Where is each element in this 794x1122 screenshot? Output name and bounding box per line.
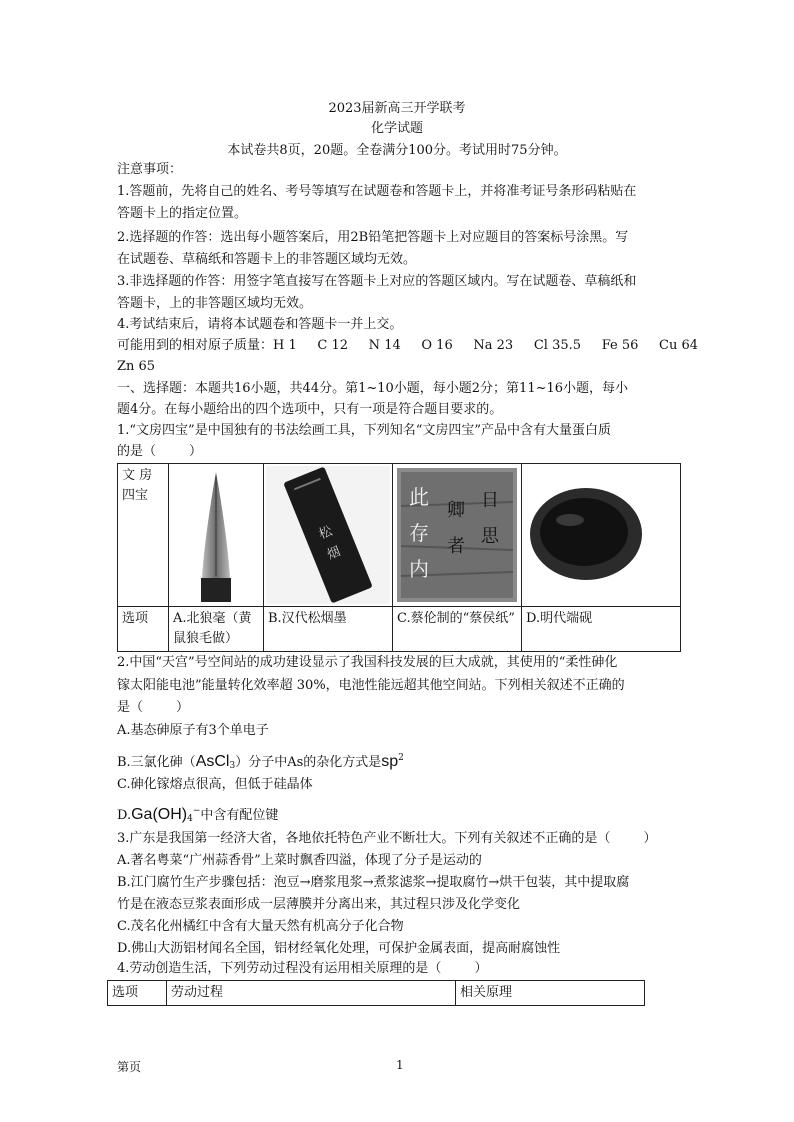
q4-header-process: 劳动过程: [167, 981, 456, 1006]
note-3: 3.非选择题的作答：用签字笔直接写在答题卡上对应的答题区域内。写在试题卷、草稿纸和: [117, 274, 637, 289]
paper-image: [395, 466, 519, 604]
question-2-cont-2: 是（ ）: [117, 700, 190, 715]
q4-table: [107, 980, 645, 1006]
question-1: 1.“文房四宝”是中国独有的书法绘画工具，下列知名“文房四宝”产品中含有大量蛋白质: [117, 423, 611, 438]
section-1-intro-cont: 题4分。在每小题给出的四个选项中，只有一项是符合题目要求的。: [117, 402, 503, 417]
q3-option-b: B.江门腐竹生产步骤包括：泡豆→磨浆甩浆→煮浆滤浆→提取腐竹→烘干包装，其中提取腐: [117, 875, 630, 890]
q1-table: [117, 463, 681, 652]
svg-text:日: 日: [481, 490, 499, 511]
q1-option-c: C.蔡伦制的“蔡侯纸”: [393, 607, 522, 652]
question-4: 4.劳动创造生活，下列劳动过程没有运用相关原理的是（ ）: [117, 961, 488, 976]
atomic-masses: 可能用到的相对原子质量：H 1 C 12 N 14 O 16 Na 23 Cl 35.5 Fe 56 Cu 64: [117, 338, 699, 353]
inkstone-image-cell: [522, 464, 681, 607]
svg-text:者: 者: [447, 536, 465, 557]
q1-option-a: A.北狼毫（黄鼠狼毛做）: [169, 607, 264, 652]
note-3-cont: 答题卡，上的非答题区域均无效。: [117, 296, 313, 311]
question-2-cont: 镓太阳能电池”能量转化效率超 30%，电池性能远超其他空间站。下列相关叙述不正确的: [117, 678, 625, 693]
ink-stick-image: [266, 466, 390, 604]
q2-option-c: C.砷化镓熔点很高，但低于硅晶体: [117, 777, 313, 792]
q4-header-principle: 相关原理: [456, 981, 645, 1006]
note-1-cont: 答题卡上的指定位置。: [117, 206, 248, 221]
exam-info: 本试卷共8页，20题。全卷满分100分。考试用时75分钟。: [227, 143, 567, 158]
footer-page-label: 第页: [117, 1060, 142, 1074]
question-2: 2.中国“天宫”号空间站的成功建设显示了我国科技发展的巨大成就，其使用的“柔性砷化: [117, 655, 618, 670]
atomic-masses-cont: Zn 65: [117, 359, 156, 374]
svg-text:内: 内: [409, 557, 429, 581]
question-1-cont: 的是（ ）: [117, 444, 203, 459]
q1-row-header: 文 房四宝: [118, 464, 169, 607]
section-1-intro: 一、选择题：本题共16小题，共44分。第1~10小题，每小题2分；第11~16小题，每小: [117, 381, 629, 396]
ink-image-cell: [264, 464, 393, 607]
question-3: 3.广东是我国第一经济大省，各地依托特色产业不断壮大。下列有关叙述不正确的是（ ）: [117, 831, 657, 846]
ink-stick-char-2: 烟: [325, 544, 343, 564]
note-2: 2.选择题的作答：选出每小题答案后，用2B铅笔把答题卡上对应题目的答案标号涂黑。写: [117, 230, 629, 245]
q1-option-header: 选项: [118, 607, 169, 652]
brush-image: [171, 466, 261, 604]
q2-option-b: B.三氯化砷（AsCl$_3$）分子中As的杂化方式是$sp^2$: [117, 753, 404, 771]
q4-header-option: 选项: [108, 981, 167, 1006]
q3-option-b-cont: 竹是在液态豆浆表面形成一层薄膜并分离出来，其过程只涉及化学变化: [117, 897, 521, 912]
q1-option-d: D.明代端砚: [522, 607, 681, 652]
subject-title: 化学试题: [370, 121, 423, 136]
note-2-cont: 在试题卷、草稿纸和答题卡上的非答题区域均无效。: [117, 252, 417, 267]
q3-option-d: D.佛山大沥铝材闻名全国，铝材经氧化处理，可保护金属表面，提高耐腐蚀性: [117, 941, 561, 956]
q1-option-b: B.汉代松烟墨: [264, 607, 393, 652]
note-1: 1.答题前，先将自己的姓名、考号等填写在试题卷和答题卡上，并将准考证号条形码粘贴在: [117, 184, 637, 199]
svg-text:存: 存: [409, 521, 429, 545]
q2-option-d: $D.Ga(OH)_4^-$中含有配位键: [117, 806, 279, 824]
paper-image-cell: [393, 464, 522, 607]
svg-text:卿: 卿: [447, 500, 465, 521]
svg-text:此: 此: [409, 485, 429, 509]
svg-text:思: 思: [481, 526, 499, 547]
note-4: 4.考试结束后，请将本试题卷和答题卡一并上交。: [117, 317, 403, 332]
brush-image-cell: [169, 464, 264, 607]
q3-option-a: A.著名粤菜“广州蒜香骨”上菜时飘香四溢，体现了分子是运动的: [117, 853, 482, 868]
inkstone-image: [524, 466, 648, 604]
footer-page-number: 1: [396, 1058, 404, 1072]
ink-stick-char-1: 松: [316, 523, 335, 543]
q2-option-a: A.基态砷原子有3个单电子: [117, 723, 269, 738]
q3-option-c: C.茂名化州橘红中含有大量天然有机高分子化合物: [117, 919, 404, 934]
notes-heading: 注意事项：: [117, 162, 183, 177]
exam-title: 2023届新高三开学联考: [328, 101, 466, 116]
